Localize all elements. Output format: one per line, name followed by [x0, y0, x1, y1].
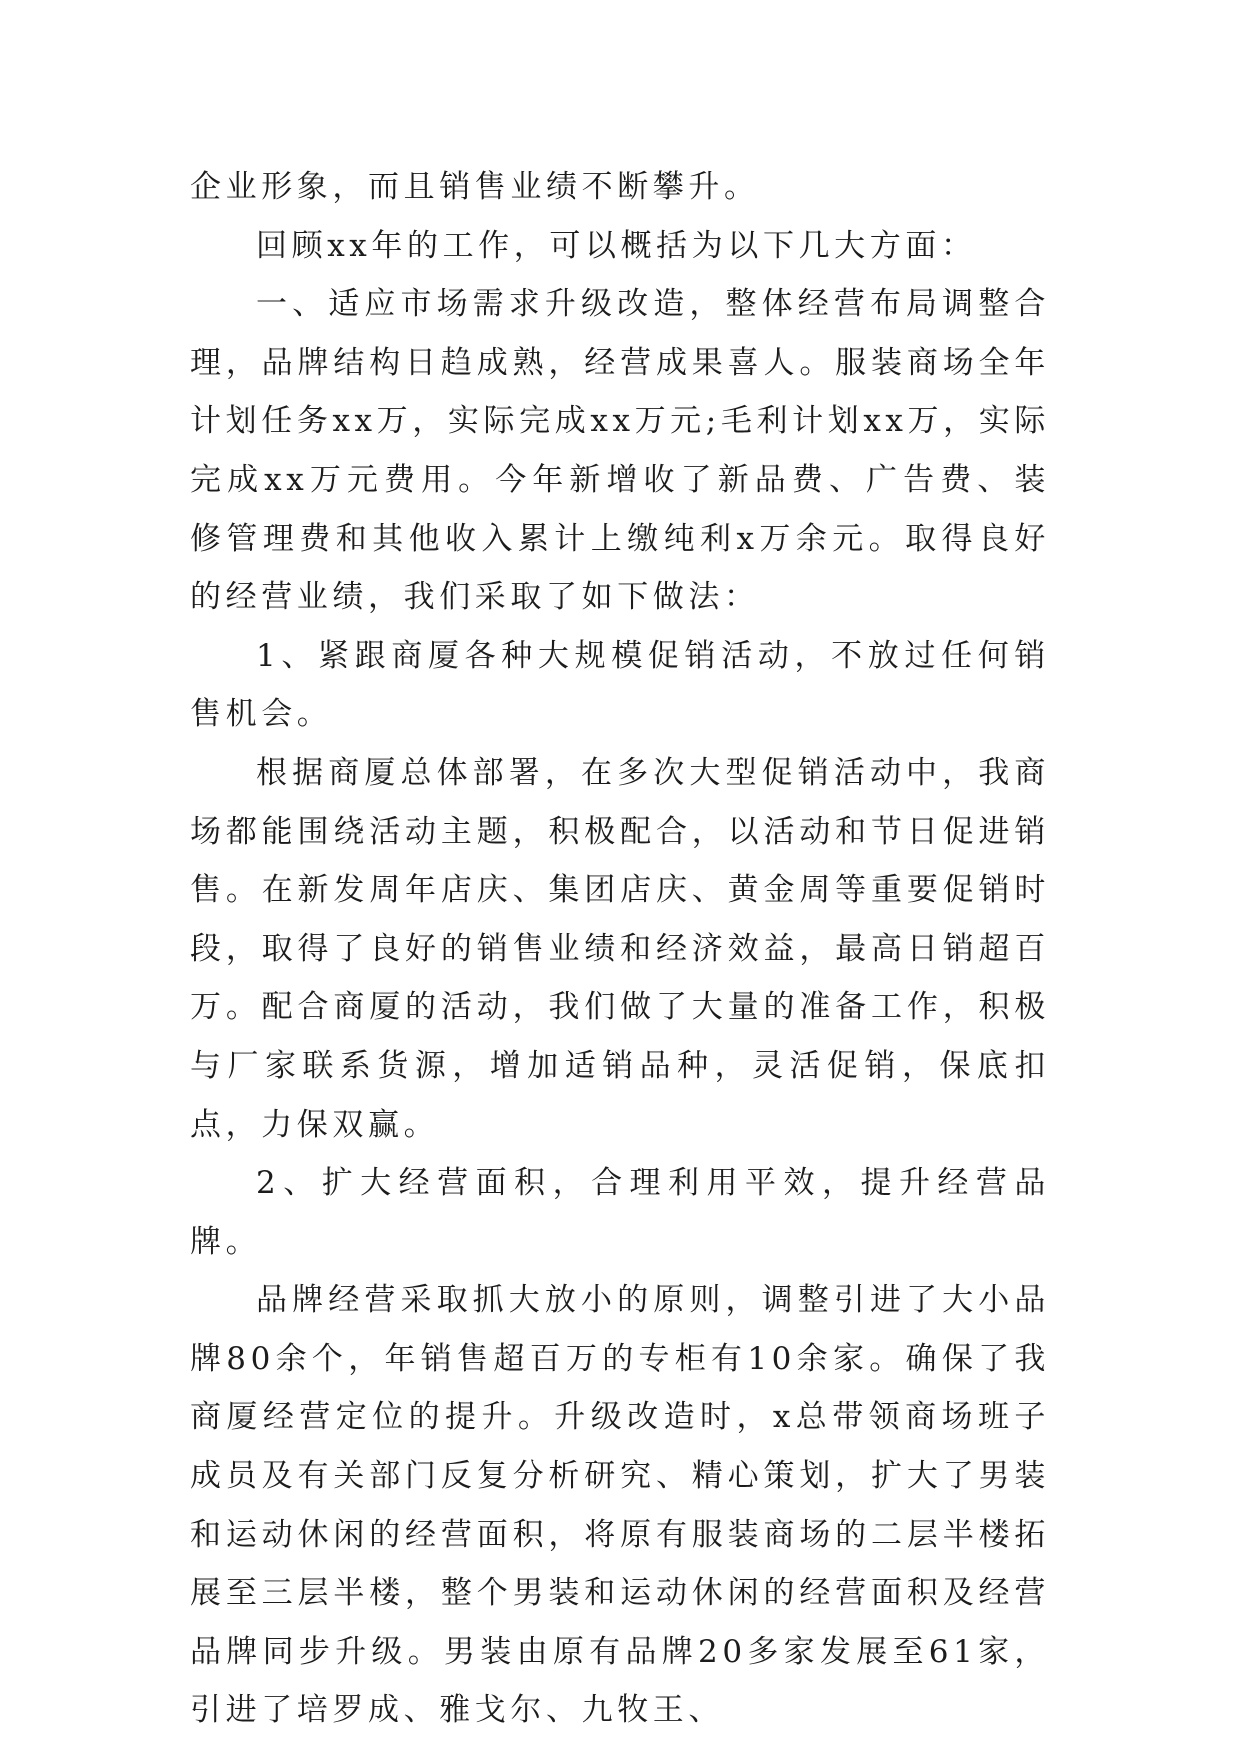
paragraph-item-one-body: 根据商厦总体部署，在多次大型促销活动中，我商场都能围绕活动主题，积极配合，以活动和节日促进销售。在新发周年店庆、集团店庆、黄金周等重要促销时段，取得了良好的销售业绩和经济效益，最高日销超百万。配合商厦的活动，我们做了大量的准备工作，积极与厂家联系货源，增加适销品种，灵活促销，保底扣点，力保双赢。	[190, 754, 1050, 1143]
paragraph-item-two-body: 品牌经营采取抓大放小的原则，调整引进了大小品牌80余个，年销售超百万的专柜有10余家。确保了我商厦经营定位的提升。升级改造时，x总带领商场班子成员及有关部门反复分析研究、精心策划，扩大了男装和运动休闲的经营面积，将原有服装商场的二层半楼拓展至三层半楼，整个男装和运动休闲的经营面积及经营品牌同步升级。男装由原有品牌20多家发展至61家，引进了培罗成、雅戈尔、九牧王、	[190, 1282, 1050, 1729]
paragraph-item-two-heading: 2、扩大经营面积，合理利用平效，提升经营品牌。	[190, 1165, 1050, 1260]
paragraph-item-one-heading: 1、紧跟商厦各种大规模促销活动，不放过任何销售机会。	[190, 637, 1050, 733]
paragraph-section-one: 一、适应市场需求升级改造，整体经营布局调整合理，品牌结构日趋成熟，经营成果喜人。服装商场全年计划任务xx万，实际完成xx万元;毛利计划xx万，实际完成xx万元费用。今年新增收了新品费、广告费、装修管理费和其他收入累计上缴纯利x万余元。取得良好的经营业绩，我们采取了如下做法：	[190, 286, 1050, 616]
paragraph-review-intro: 回顾xx年的工作，可以概括为以下几大方面：	[256, 227, 977, 264]
document-body	[190, 158, 1050, 1740]
paragraph-continuation: 企业形象，而且销售业绩不断攀升。	[190, 169, 760, 205]
